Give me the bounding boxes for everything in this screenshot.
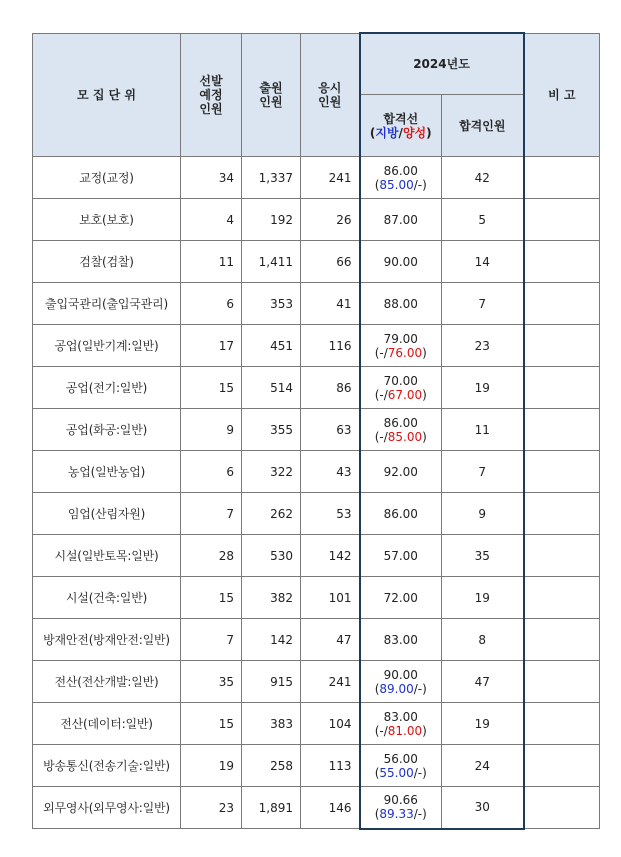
planned-count: 15 [181, 703, 242, 745]
applied-count: 355 [242, 409, 301, 451]
cutline-score: 90.66 (89.33/-) [360, 787, 442, 829]
table-row [33, 787, 600, 829]
applied-count: 322 [242, 451, 301, 493]
applied-count: 514 [242, 367, 301, 409]
planned-count: 28 [181, 535, 242, 577]
table-row [33, 703, 600, 745]
table-row [33, 367, 600, 409]
applied-count: 382 [242, 577, 301, 619]
header-year: 2024년도 [360, 33, 524, 95]
taken-count: 113 [301, 745, 360, 787]
unit-name: 공업(전기:일반) [33, 367, 181, 409]
cutline-score: 72.00 [360, 577, 442, 619]
planned-count: 35 [181, 661, 242, 703]
unit-name: 방재안전(방재안전:일반) [33, 619, 181, 661]
table-row [33, 535, 600, 577]
cutline-score: 92.00 [360, 451, 442, 493]
planned-count: 34 [181, 157, 242, 199]
cutline-score: 56.00 (55.00/-) [360, 745, 442, 787]
note-cell [524, 661, 600, 703]
note-cell [524, 703, 600, 745]
table-row [33, 157, 600, 199]
passed-count: 35 [442, 535, 524, 577]
table-row [33, 661, 600, 703]
passed-count: 30 [442, 787, 524, 829]
applied-count: 262 [242, 493, 301, 535]
passed-count: 42 [442, 157, 524, 199]
unit-name: 시설(건축:일반) [33, 577, 181, 619]
header-unit: 모 집 단 위 [33, 33, 181, 157]
applied-count: 353 [242, 283, 301, 325]
taken-count: 101 [301, 577, 360, 619]
planned-count: 11 [181, 241, 242, 283]
applied-count: 383 [242, 703, 301, 745]
unit-name: 농업(일반농업) [33, 451, 181, 493]
passed-count: 8 [442, 619, 524, 661]
header-planned: 선발 예정 인원 [181, 33, 242, 157]
taken-count: 66 [301, 241, 360, 283]
table-row [33, 409, 600, 451]
cutline-score: 86.00 (85.00/-) [360, 157, 442, 199]
note-cell [524, 241, 600, 283]
passed-count: 23 [442, 325, 524, 367]
cutline-score: 86.00 (-/85.00) [360, 409, 442, 451]
unit-name: 공업(일반기계:일반) [33, 325, 181, 367]
unit-name: 시설(일반토목:일반) [33, 535, 181, 577]
passed-count: 14 [442, 241, 524, 283]
planned-count: 7 [181, 619, 242, 661]
taken-count: 116 [301, 325, 360, 367]
planned-count: 17 [181, 325, 242, 367]
unit-name: 방송통신(전송기술:일반) [33, 745, 181, 787]
passed-count: 5 [442, 199, 524, 241]
table-row [33, 493, 600, 535]
unit-name: 검찰(검찰) [33, 241, 181, 283]
cutline-score: 83.00 (-/81.00) [360, 703, 442, 745]
cutline-score: 90.00 [360, 241, 442, 283]
table-row [33, 451, 600, 493]
taken-count: 86 [301, 367, 360, 409]
note-cell [524, 493, 600, 535]
table-row [33, 619, 600, 661]
table-row [33, 325, 600, 367]
applied-count: 530 [242, 535, 301, 577]
planned-count: 4 [181, 199, 242, 241]
applied-count: 1,891 [242, 787, 301, 829]
planned-count: 7 [181, 493, 242, 535]
taken-count: 47 [301, 619, 360, 661]
taken-count: 63 [301, 409, 360, 451]
taken-count: 43 [301, 451, 360, 493]
taken-count: 26 [301, 199, 360, 241]
note-cell [524, 577, 600, 619]
note-cell [524, 535, 600, 577]
taken-count: 241 [301, 157, 360, 199]
applied-count: 1,337 [242, 157, 301, 199]
note-cell [524, 745, 600, 787]
unit-name: 임업(산림자원) [33, 493, 181, 535]
note-cell [524, 451, 600, 493]
header-passed: 합격인원 [442, 95, 524, 157]
table-row [33, 745, 600, 787]
planned-count: 6 [181, 451, 242, 493]
unit-name: 전산(전산개발:일반) [33, 661, 181, 703]
unit-name: 공업(화공:일반) [33, 409, 181, 451]
planned-count: 9 [181, 409, 242, 451]
planned-count: 15 [181, 367, 242, 409]
unit-name: 보호(보호) [33, 199, 181, 241]
cutline-score: 88.00 [360, 283, 442, 325]
planned-count: 15 [181, 577, 242, 619]
table-row [33, 241, 600, 283]
note-cell [524, 325, 600, 367]
cutline-score: 79.00 (-/76.00) [360, 325, 442, 367]
unit-name: 전산(데이터:일반) [33, 703, 181, 745]
header-applied: 출원 인원 [242, 33, 301, 157]
passed-count: 11 [442, 409, 524, 451]
taken-count: 41 [301, 283, 360, 325]
header-local: 지방 [375, 125, 399, 140]
header-cutline: 합격선 (지방/양성) [360, 95, 442, 157]
note-cell [524, 157, 600, 199]
passed-count: 24 [442, 745, 524, 787]
passed-count: 47 [442, 661, 524, 703]
applied-count: 258 [242, 745, 301, 787]
cutline-score: 57.00 [360, 535, 442, 577]
unit-name: 외무영사(외무영사:일반) [33, 787, 181, 829]
taken-count: 241 [301, 661, 360, 703]
note-cell [524, 283, 600, 325]
cutline-score: 70.00 (-/67.00) [360, 367, 442, 409]
applied-count: 451 [242, 325, 301, 367]
planned-count: 19 [181, 745, 242, 787]
table-row [33, 199, 600, 241]
table-row [33, 577, 600, 619]
header-gender: 양성 [402, 125, 427, 140]
applied-count: 142 [242, 619, 301, 661]
taken-count: 142 [301, 535, 360, 577]
passed-count: 9 [442, 493, 524, 535]
planned-count: 6 [181, 283, 242, 325]
applied-count: 915 [242, 661, 301, 703]
taken-count: 146 [301, 787, 360, 829]
passed-count: 19 [442, 577, 524, 619]
passed-count: 7 [442, 451, 524, 493]
cutline-score: 86.00 [360, 493, 442, 535]
results-table [32, 32, 600, 830]
cutline-score: 90.00 (89.00/-) [360, 661, 442, 703]
taken-count: 53 [301, 493, 360, 535]
note-cell [524, 199, 600, 241]
note-cell [524, 367, 600, 409]
unit-name: 출입국관리(출입국관리) [33, 283, 181, 325]
taken-count: 104 [301, 703, 360, 745]
cutline-score: 87.00 [360, 199, 442, 241]
planned-count: 23 [181, 787, 242, 829]
applied-count: 1,411 [242, 241, 301, 283]
applied-count: 192 [242, 199, 301, 241]
note-cell [524, 409, 600, 451]
unit-name: 교정(교정) [33, 157, 181, 199]
passed-count: 19 [442, 367, 524, 409]
header-taken: 응시 인원 [301, 33, 360, 157]
passed-count: 19 [442, 703, 524, 745]
cutline-score: 83.00 [360, 619, 442, 661]
note-cell [524, 787, 600, 829]
passed-count: 7 [442, 283, 524, 325]
note-cell [524, 619, 600, 661]
header-note: 비 고 [524, 33, 600, 157]
table-row [33, 283, 600, 325]
